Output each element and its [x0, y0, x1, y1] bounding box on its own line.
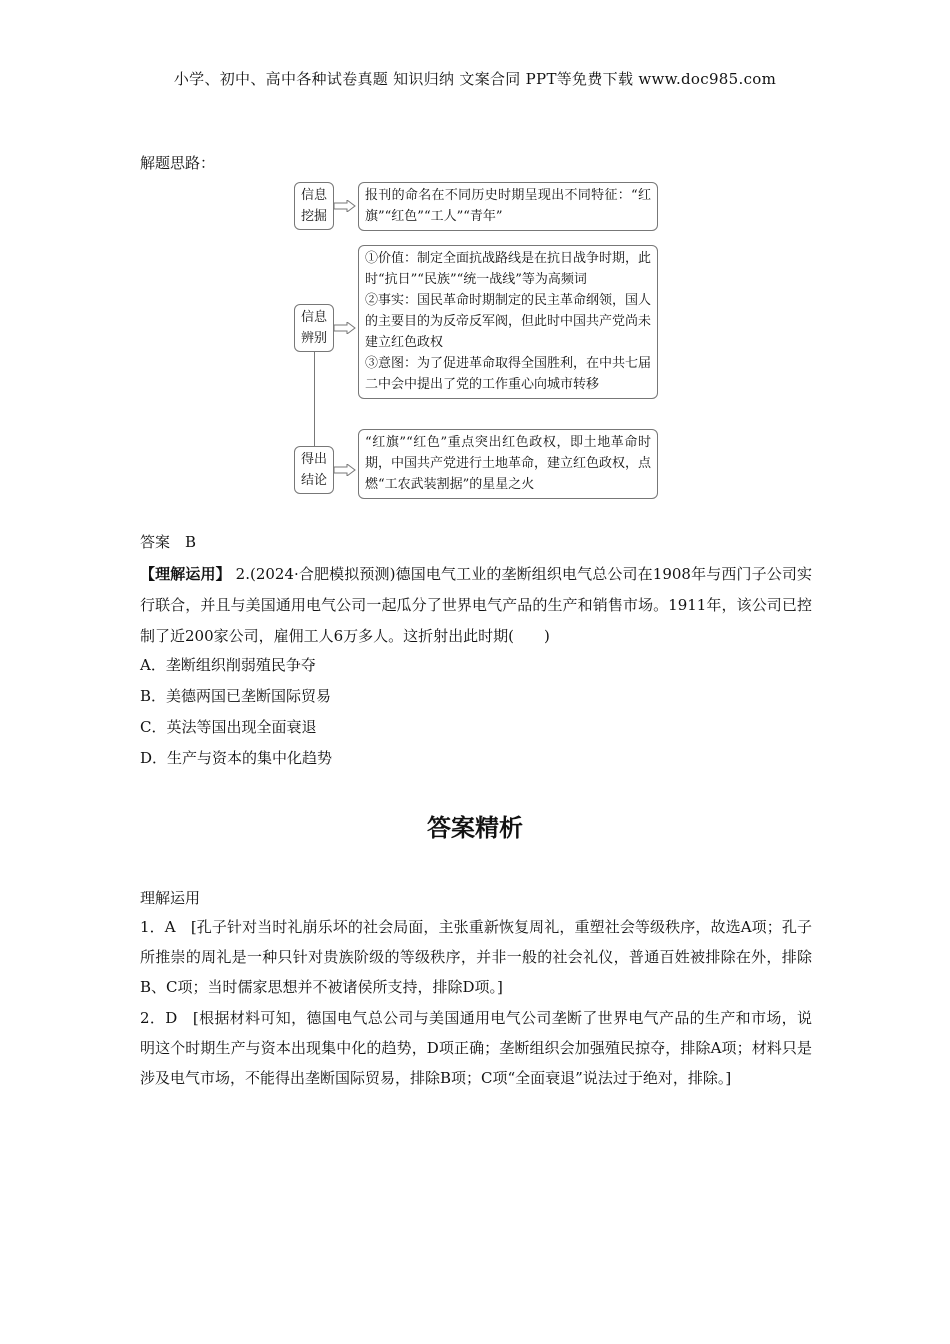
box-conclusion: “红旗”“红色”重点突出红色政权，即土地革命时期，中国共产党进行土地革命，建立红色政权，点燃“工农武装割据”的星星之火 [358, 429, 658, 499]
answer-line: 答案 B [140, 533, 197, 551]
value-point: ①价值：制定全面抗战路线是在抗日战争时期，此时“抗日”“民族”“统一战线”等为高频词 [365, 251, 652, 287]
analysis-title: 答案精析 [427, 813, 523, 842]
connector-line [314, 340, 315, 454]
solution-approach-label: 解题思路： [140, 154, 216, 172]
arrow-icon [334, 200, 356, 212]
box-info-mining: 报刊的命名在不同历史时期呈现出不同特征：“红旗”“红色”“工人”“青年” [358, 182, 658, 231]
question-text: 2.(2024·合肥模拟预测)德国电气工业的垄断组织电气总公司在1908年与西门子公司实行联合，并且与美国通用电气公司一起瓜分了世界电气产品的生产和销售市场。1911年，该公司已控制了近200家公司，雇佣工人6万多人。这折射出此时期( ) [140, 565, 812, 645]
label-conclusion: 得出结论 [294, 446, 334, 494]
option-c: C．英法等国出现全面衰退 [140, 718, 317, 736]
question-stem [140, 559, 812, 652]
explanation-1: 1．A [孔子针对当时礼崩乐坏的社会局面，主张重新恢复周礼，重塑社会等级秩序，故选A项；孔子所推崇的周礼是一种只针对贵族阶级的等级秩序，并非一般的社会礼仪，普通百姓被排除在外，排除B、C项；当时儒家思想并不被诸侯所支持，排除D项。] [140, 918, 812, 996]
fact-point: ②事实：国民革命时期制定的民主革命纲领，国人的主要目的为反帝反军阀，但此时中国共产党尚未建立红色政权 [365, 293, 652, 350]
intent-point: ③意图：为了促进革命取得全国胜利，在中共七届二中会中提出了党的工作重心向城市转移 [365, 356, 652, 392]
box-info-discrimination [358, 245, 658, 399]
arrow-icon [334, 322, 356, 334]
label-info-mining: 信息挖掘 [294, 182, 334, 230]
explanation-2: 2．D [根据材料可知，德国电气总公司与美国通用电气公司垄断了世界电气产品的生产和市场，说明这个时期生产与资本出现集中化的趋势，D项正确；垄断组织会加强殖民掠夺，排除A项；材料只是涉及电气市场，不能得出垄断国际贸易，排除B项；C项“全面衰退”说法过于绝对，排除。] [140, 1009, 812, 1087]
option-a: A．垄断组织削弱殖民争夺 [140, 656, 316, 674]
arrow-icon [334, 464, 356, 476]
question-tag: 【理解运用】 [140, 565, 231, 583]
page-header: 小学、初中、高中各种试卷真题 知识归纳 文案合同 PPT等免费下载 www.doc985.com [173, 70, 777, 88]
reasoning-flowchart [290, 180, 660, 520]
label-info-discrimination: 信息辨别 [294, 304, 334, 352]
option-d: D．生产与资本的集中化趋势 [140, 749, 333, 767]
option-b: B．美德两国已垄断国际贸易 [140, 687, 332, 705]
analysis-subtitle: 理解运用 [140, 889, 201, 907]
